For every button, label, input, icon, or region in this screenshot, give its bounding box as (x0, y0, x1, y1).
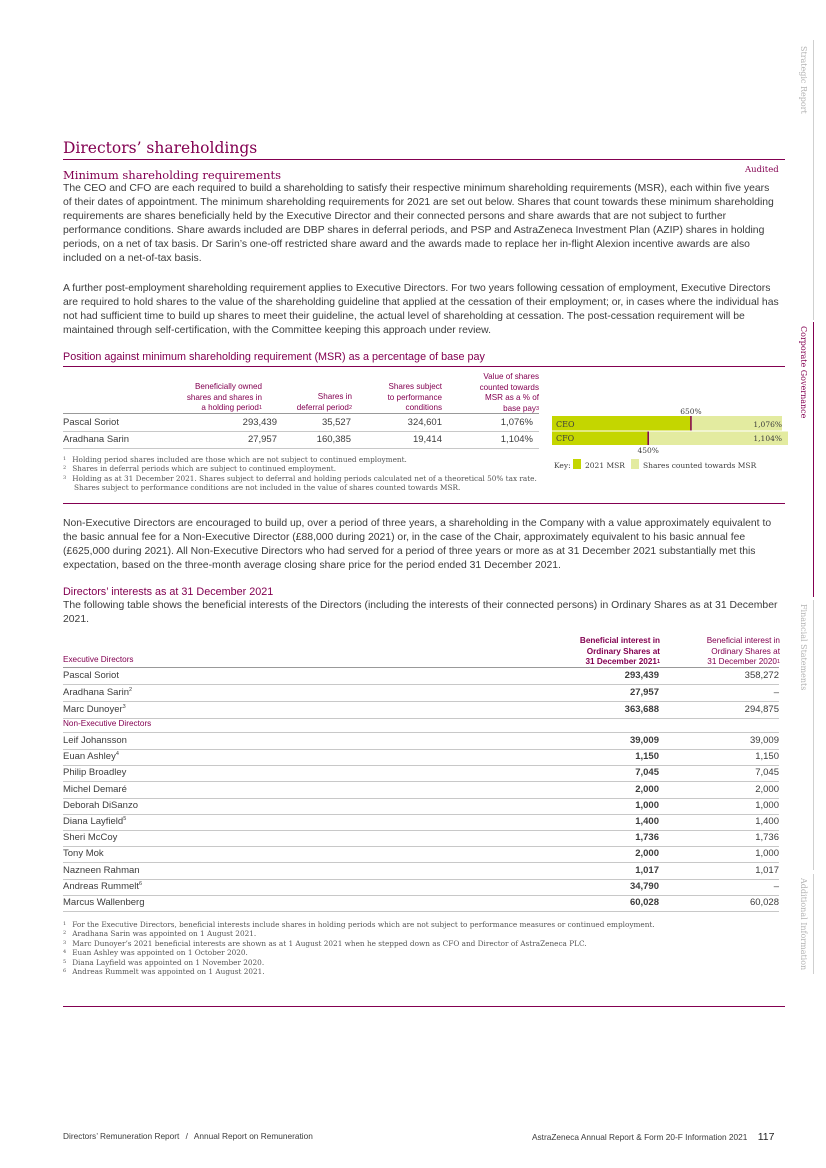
interest-2020: – (773, 880, 779, 892)
director-name: Marc Dunoyer$^3$ (63, 704, 126, 715)
director-name: Andreas Rummelt$^6$ (63, 880, 143, 892)
msr-row-value: 1,104% (500, 434, 533, 445)
chart-label-cfo-counted: 1,104% (753, 434, 782, 443)
side-tab-line-active (813, 322, 814, 597)
table-row (63, 814, 779, 830)
msr-col-value-header: Value of shares counted towards MSR as a % of base pay$^3$ (479, 372, 539, 413)
page-title: Directors’ shareholdings (63, 139, 258, 157)
table-row (63, 879, 779, 895)
msr-col-deferral-header: Shares in deferral period$^2$ (296, 392, 352, 412)
side-tab-strategic[interactable]: Strategic Report (799, 46, 808, 114)
interest-2020: 358,272 (744, 670, 779, 681)
director-name: Philip Broadley (63, 767, 127, 779)
interest-2020: 1,150 (755, 751, 779, 763)
msr-chart (552, 404, 788, 476)
chart-label-ceo-counted: 1,076% (753, 420, 782, 429)
msr-row-performance: 324,601 (407, 417, 442, 428)
row-rule (63, 911, 779, 912)
footer-report-link[interactable]: Directors’ Remuneration Report (63, 1131, 180, 1141)
director-name: Marcus Wallenberg (63, 897, 145, 908)
director-name: Diana Layfield$^5$ (63, 816, 127, 827)
interest-2021: 27,957 (629, 687, 659, 698)
footer-right: AstraZeneca Annual Report & Form 20-F Information 2021 117 (532, 1131, 775, 1143)
col-2020-header: Beneficial interest in Ordinary Shares at 31 December 2020$^1$ (706, 636, 780, 666)
interest-2021: 1,736 (635, 832, 659, 844)
min-req-para-1: The CEO and CFO are each required to build a shareholding to satisfy their respective minimum shareholding requirements (MSR), each within five years of their dates of appointment. The minimum shareholding requirements for 2021 are set out below. Shares that count towards these minimum shareholding requirements are shares beneficially held by the Executive Director and their connected persons and share awards that are not subject to further performance conditions. Share awards included are DBP shares in deferral periods, and PSP and AstraZeneca Investment Plan (AZIP) shares in holding periods, on a net of tax basis. Dr Sarin’s one-off restricted share award and the awards made to replace her in-flight Alexion incentive awards are also included on a net-of-tax basis. (63, 183, 774, 264)
chart-marker-ceo (690, 416, 692, 431)
interest-2021: 2,000 (635, 848, 659, 860)
ned-directors-label: Non-Executive Directors (63, 719, 152, 728)
section-divider (63, 503, 785, 504)
interest-2021: 39,009 (629, 735, 659, 746)
chart-label-cfo-msr: 450% (637, 446, 659, 455)
msr-heading-rule (63, 366, 785, 367)
table-row (63, 895, 779, 911)
table-row (63, 668, 779, 684)
interests-intro: The following table shows the beneficial interests of the Directors (including the interests of their connected persons) in Ordinary Shares as at 31 December 2021. (63, 600, 778, 625)
chart-legend-msr: 2021 MSR (585, 461, 625, 470)
table-row (63, 765, 779, 781)
msr-row-rule (63, 448, 539, 449)
interests-footnotes: $^1$ For the Executive Directors, beneficial interests include shares in holding periods which are not subject to performance measures or continued employment. $^2$ Aradhana Sarin was appointed on 1 August 2021. $^3$ Marc Dunoyer’s 2021 beneficial interests are shown as at 1 August 2021 when he stepped down as CFO and Director of AstraZeneca PLC. $^4$ Euan Ashley was appointed on 1 October 2020. $^5$ Diana Layfield was appointed on 1 November 2020. $^6$ Andreas Rummelt was appointed on 1 August 2021. (63, 920, 655, 977)
interest-2020: 1,400 (755, 816, 779, 827)
director-name: Sheri McCoy (63, 832, 118, 844)
director-name: Pascal Soriot (63, 670, 119, 681)
side-tab-governance[interactable]: Corporate Governance (799, 326, 808, 419)
chart-legend-swatch-counted (631, 459, 639, 469)
interest-2020: 1,000 (755, 848, 779, 860)
min-req-para-2: A further post-employment shareholding requirement applies to Executive Directors. For two years following cessation of employment, Executive Directors are required to hold shares to the value of the shareholding guideline that applied at the cessation of their employment; or, in cases where the individual has not had sufficient time to build up shares to meet their guideline, the actual level of shareholding at cessation. The post-cessation requirement will be maintained through self-certification, with the Committee keeping this approach under review. (63, 283, 779, 336)
interest-2020: 1,736 (755, 832, 779, 844)
interest-2020: 1,017 (755, 864, 779, 876)
row-rule (63, 718, 779, 719)
msr-row-beneficial: 27,957 (247, 434, 277, 445)
audited-label: Audited (745, 165, 779, 175)
interest-2021: 7,045 (635, 767, 659, 779)
chart-legend-counted: Shares counted towards MSR (643, 461, 757, 470)
ned-para: Non-Executive Directors are encouraged to build up, over a period of three years, a shareholding in the Company with a value approximately equivalent to the basic annual fee for a Non-Executive Director (£88,000 during 2021) or, in the case of the Chair, approximately equivalent to his basic annual fee (£625,000 during 2021). All Non-Executive Directors who had served for a period of three years or more as at 31 December 2021 substantially met this expectation, based on the three-month average closing share price for the period ended 31 December 2021. (63, 518, 772, 571)
interest-2020: 1,000 (755, 799, 779, 811)
table-row (63, 702, 779, 718)
chart-label-ceo-msr: 650% (680, 407, 702, 416)
interest-2020: 60,028 (749, 897, 779, 908)
chart-category-cfo: CFO (556, 434, 575, 443)
side-tab-financial[interactable]: Financial Statements (799, 604, 808, 691)
footer-left: Directors’ Remuneration Report / Annual Report on Remuneration (63, 1131, 313, 1141)
director-name: Euan Ashley$^4$ (63, 751, 119, 763)
msr-row-deferral: 160,385 (316, 434, 351, 445)
interest-2021: 293,439 (624, 670, 659, 681)
interests-heading: Directors’ interests as at 31 December 2021 (63, 586, 274, 598)
side-tab-line (813, 600, 814, 870)
exec-directors-label: Executive Directors (63, 655, 134, 664)
bottom-rule (63, 1006, 785, 1007)
chart-legend-swatch-msr (573, 459, 581, 469)
interest-2021: 1,017 (635, 864, 659, 876)
msr-row-beneficial: 293,439 (242, 417, 277, 428)
interest-2021: 60,028 (629, 897, 659, 908)
interest-2020: – (773, 687, 779, 698)
msr-row-name: Aradhana Sarin (63, 434, 130, 445)
interest-2020: 39,009 (749, 735, 779, 746)
page-number: 117 (757, 1131, 775, 1143)
title-rule (63, 159, 785, 160)
interest-2021: 1,000 (635, 799, 659, 811)
chart-marker-cfo (647, 431, 649, 445)
msr-heading: Position against minimum shareholding requirement (MSR) as a percentage of base pay (63, 351, 485, 363)
footer-section-link[interactable]: Annual Report on Remuneration (193, 1131, 313, 1141)
msr-col-beneficial-header: Beneficially owned shares and shares in a holding period$^1$ (186, 382, 262, 412)
director-name: Leif Johansson (63, 735, 127, 746)
table-row (63, 733, 779, 749)
interest-2020: 294,875 (744, 704, 779, 715)
table-row (63, 685, 779, 701)
table-row (63, 863, 779, 879)
col-2021-header: Beneficial interest in Ordinary Shares at 31 December 2021$^1$ (579, 636, 660, 666)
min-req-heading: Minimum shareholding requirements (63, 168, 282, 182)
msr-col-performance-header: Shares subject to performance conditions (387, 382, 442, 412)
table-row (63, 846, 779, 862)
msr-row (63, 414, 539, 432)
chart-category-ceo: CEO (556, 420, 575, 429)
interest-2021: 1,150 (635, 751, 659, 763)
interest-2020: 2,000 (755, 783, 779, 795)
table-row (63, 830, 779, 846)
interest-2021: 2,000 (635, 783, 659, 795)
interest-2021: 1,400 (635, 816, 659, 827)
interest-2021: 34,790 (629, 880, 659, 892)
interest-2021: 363,688 (624, 704, 659, 715)
msr-row (63, 431, 539, 449)
director-name: Deborah DiSanzo (63, 799, 138, 811)
table-row (63, 782, 779, 798)
msr-row-value: 1,076% (500, 417, 533, 428)
table-row (63, 798, 779, 814)
director-name: Tony Mok (63, 848, 104, 860)
side-tab-additional[interactable]: Additional Information (799, 878, 808, 971)
director-name: Nazneen Rahman (63, 864, 140, 876)
chart-legend-title: Key: (554, 461, 571, 470)
director-name: Michel Demaré (63, 783, 127, 795)
msr-footnotes: $^1$ Holding period shares included are those which are not subject to continued employment. $^2$ Shares in deferral periods which are subject to continued employment. $^3$ Holding as at 31 December 2021. Shares subject to deferral and holding periods calculated net of a theoretical 50% tax rate. Shares subject to performance conditions are not included in the value of shares counted towards MSR. (63, 455, 537, 493)
table-row (63, 749, 779, 765)
side-tab-line (813, 40, 814, 320)
side-tab-line (813, 874, 814, 974)
director-name: Aradhana Sarin$^2$ (63, 687, 133, 698)
msr-row-deferral: 35,527 (321, 417, 351, 428)
interest-2020: 7,045 (755, 767, 779, 779)
msr-row-performance: 19,414 (412, 434, 442, 445)
msr-row-name: Pascal Soriot (63, 417, 119, 428)
